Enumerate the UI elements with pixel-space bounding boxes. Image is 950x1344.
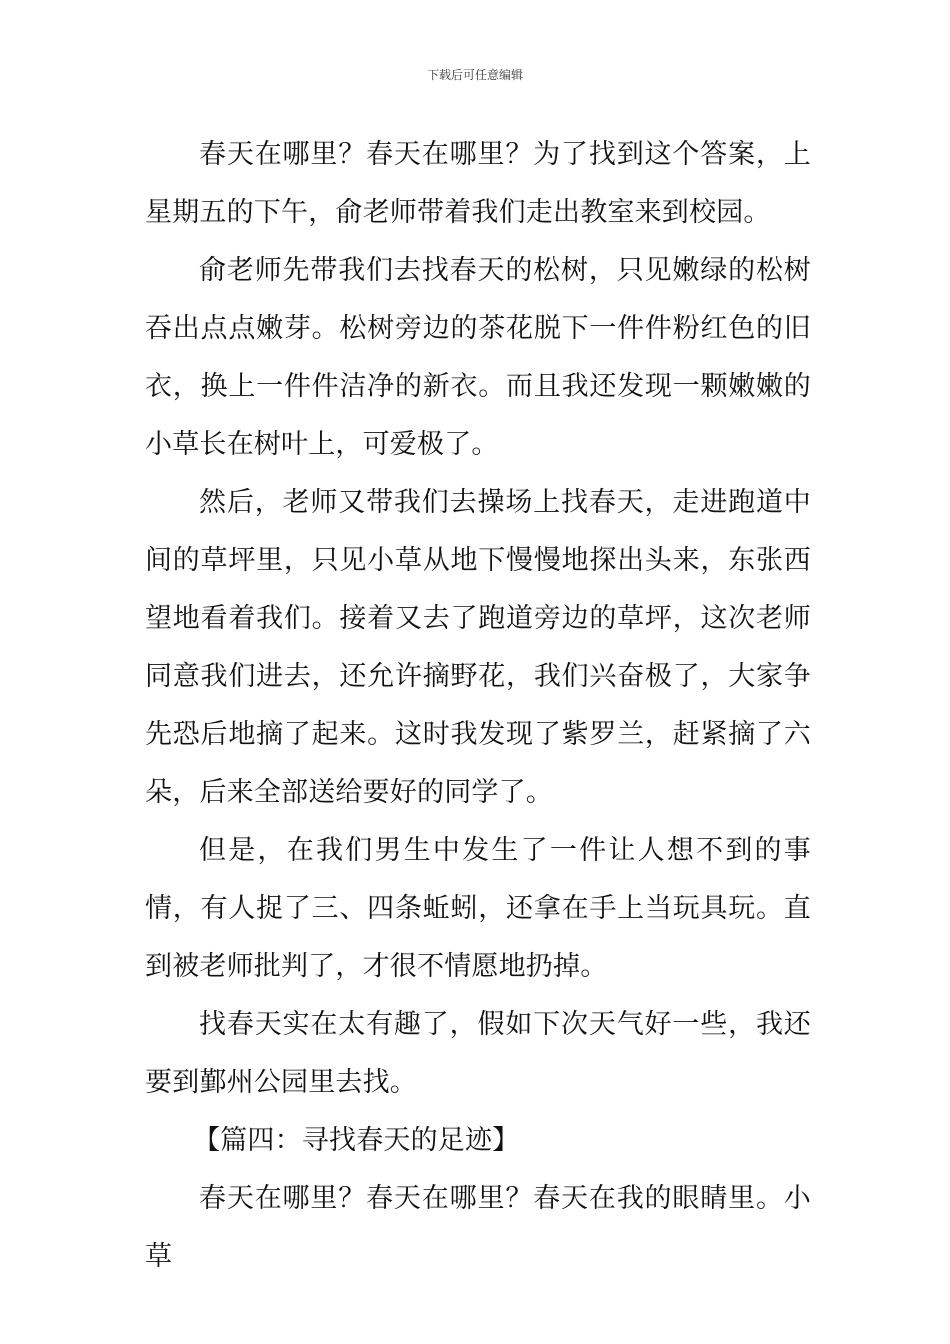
paragraph-3: 然后，老师又带我们去操场上找春天，走进跑道中间的草坪里，只见小草从地下慢慢地探出头来，东张西望地看着我们。接着又去了跑道旁边的草坪，这次老师同意我们进去，还允许摘野花，我们兴奋极了，大家争先恐后地摘了起来。这时我发现了紫罗兰，赶紧摘了六朵，后来全部送给要好的同学了。 (145, 487, 811, 808)
paragraph-4: 但是，在我们男生中发生了一件让人想不到的事情，有人捉了三、四条蚯蚓，还拿在手上当玩具玩。直到被老师批判了，才很不情愿地扔掉。 (145, 835, 811, 982)
paragraph-1: 春天在哪里？春天在哪里？为了找到这个答案，上星期五的下午，俞老师带着我们走出教室来到校园。 (145, 139, 811, 228)
article-body (145, 126, 811, 1286)
section-heading: 【篇四：寻找春天的足迹】 (193, 1125, 520, 1156)
paragraph-5: 找春天实在太有趣了，假如下次天气好一些，我还要到鄞州公园里去找。 (145, 1009, 811, 1098)
paragraph-6: 春天在哪里？春天在哪里？春天在我的眼睛里。小草 (145, 1183, 811, 1272)
page-header-note: 下载后可任意编辑 (426, 68, 523, 82)
paragraph-2: 俞老师先带我们去找春天的松树，只见嫩绿的松树吞出点点嫩芽。松树旁边的茶花脱下一件件粉红色的旧衣，换上一件件洁净的新衣。而且我还发现一颗嫩嫩的小草长在树叶上，可爱极了。 (145, 255, 811, 460)
